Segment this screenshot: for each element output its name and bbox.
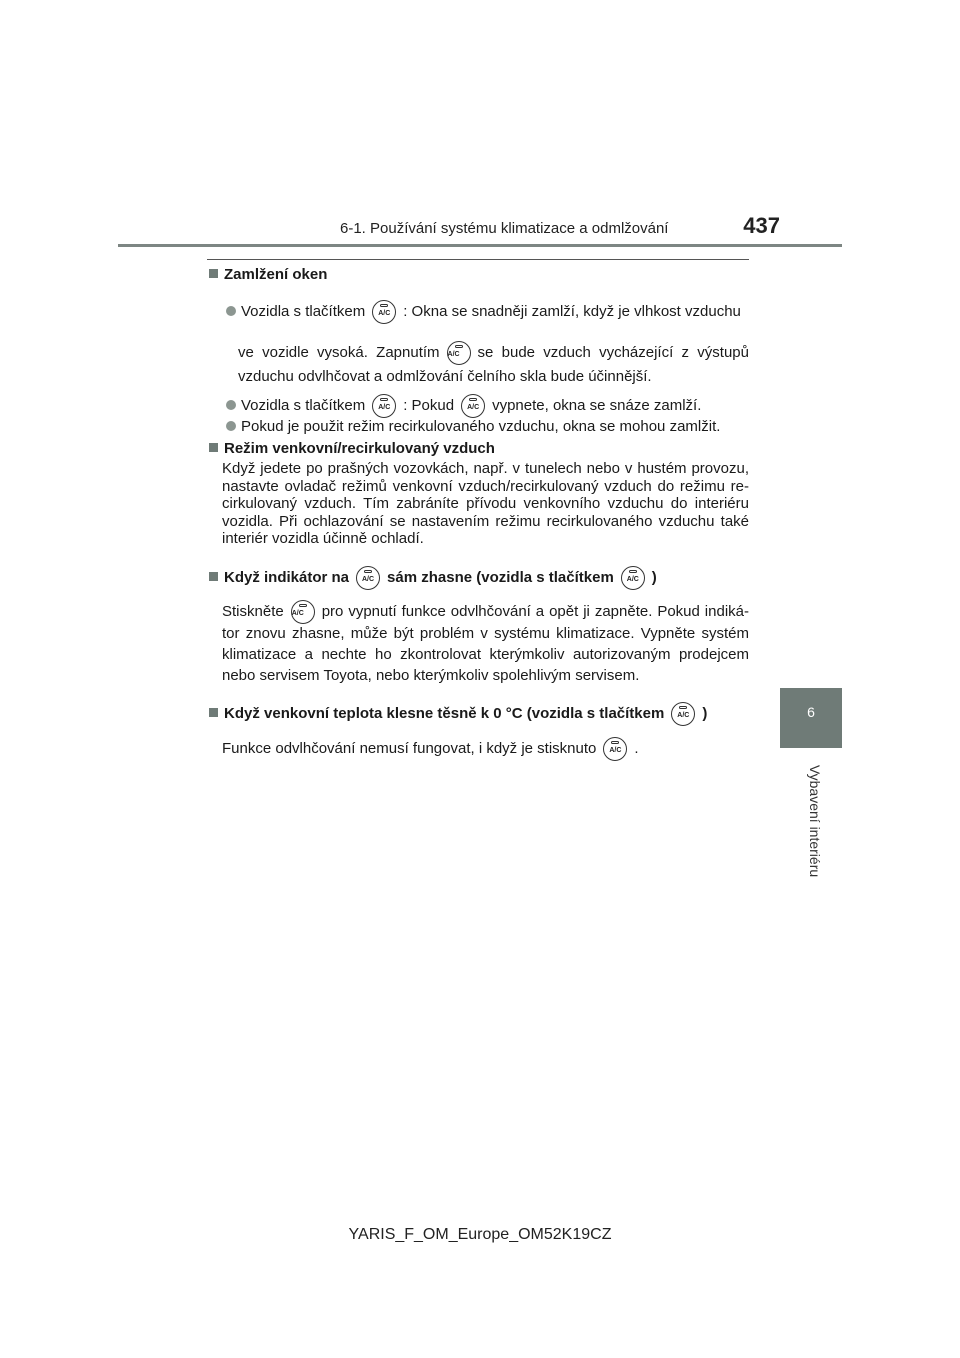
indicator-line-1: StiskněteA/C pro vypnutí funkce odvlhčování a opět ji zapněte. Pokud indiká- (222, 600, 749, 624)
ac-button-icon (372, 300, 396, 324)
square-bullet-icon (209, 708, 218, 717)
bullet-fogging-1-line-1: Vozidla s tlačítkemA/C : Okna se snadněji zamlží, když je vlhkost vzduchu (226, 300, 749, 324)
ac-button-icon (603, 737, 627, 761)
heading-cold: Když venkovní teplota klesne těsně k 0 °C (vozidla s tlačítkemA/C ) (209, 702, 749, 726)
ac-button-icon (461, 394, 485, 418)
bullet-fogging-1-line-3: vzduchu odvlhčovat a odmlžování čelního skla bude účinnější. (238, 368, 652, 385)
round-bullet-icon (226, 400, 236, 410)
round-bullet-icon (226, 421, 236, 431)
indicator-line-3: klimatizace a nechte ho zkontrolovat kterýmkoliv autorizovaným prodejcem (222, 646, 749, 663)
square-bullet-icon (209, 269, 218, 278)
chapter-number: 6 (807, 704, 815, 720)
bullet-fogging-1-line-2: ve vozidle vysoká. ZapnutímA/C se bude vzduch vycházející z výstupů (238, 341, 749, 365)
ac-button-icon (671, 702, 695, 726)
bullet-fogging-2: Vozidla s tlačítkemA/C : PokudA/C vypnete, okna se snáze zamlží. (226, 394, 749, 418)
square-bullet-icon (209, 572, 218, 581)
document-code: YARIS_F_OM_Europe_OM52K19CZ (348, 1226, 612, 1243)
heading-indicator: Když indikátor naA/C sám zhasne (vozidla s tlačítkemA/C ) (209, 566, 749, 590)
ac-button-icon (291, 600, 315, 624)
cold-line-1: Funkce odvlhčování nemusí fungovat, i když je stisknutoA/C . (222, 737, 749, 761)
chapter-label: Vybavení interiéru (807, 764, 823, 878)
square-bullet-icon (209, 443, 218, 452)
ac-button-icon (447, 341, 471, 365)
heading-fogging: Zamlžení oken (209, 266, 749, 283)
section-divider (207, 259, 749, 260)
round-bullet-icon (226, 306, 236, 316)
heading-air-mode: Režim venkovní/recirkulovaný vzduch (209, 440, 749, 457)
ac-button-icon (621, 566, 645, 590)
section-header-title: 6-1. Používání systému klimatizace a odmlžování (340, 220, 669, 237)
indicator-line-4: nebo servisem Toyota, nebo kterýmkoliv spolehlivým servisem. (222, 667, 640, 684)
ac-button-icon (356, 566, 380, 590)
header-divider (118, 244, 842, 247)
page-number: 437 (743, 213, 780, 238)
indicator-line-2: tor znovu zhasne, může být problém v systému klimatizace. Vypněte systém (222, 625, 749, 642)
bullet-fogging-3: Pokud je použit režim recirkulovaného vzduchu, okna se mohou zamlžit. (226, 418, 749, 435)
paragraph-air-mode: Když jedete po prašných vozovkách, např. v tunelech nebo v hustém provozu, nastavte ovladač režimů venkovní vzduch/recirkulovaný vzduch do režimu re-cirkulovaný vzduch. Tím zabráníte přívodu venkovního vzduchu do interiéru vozidla. Při ochlazování se nastavením režimu recirkulovaného vzduchu také interiér vozidla účinně ochladí. (222, 460, 749, 547)
ac-button-icon (372, 394, 396, 418)
